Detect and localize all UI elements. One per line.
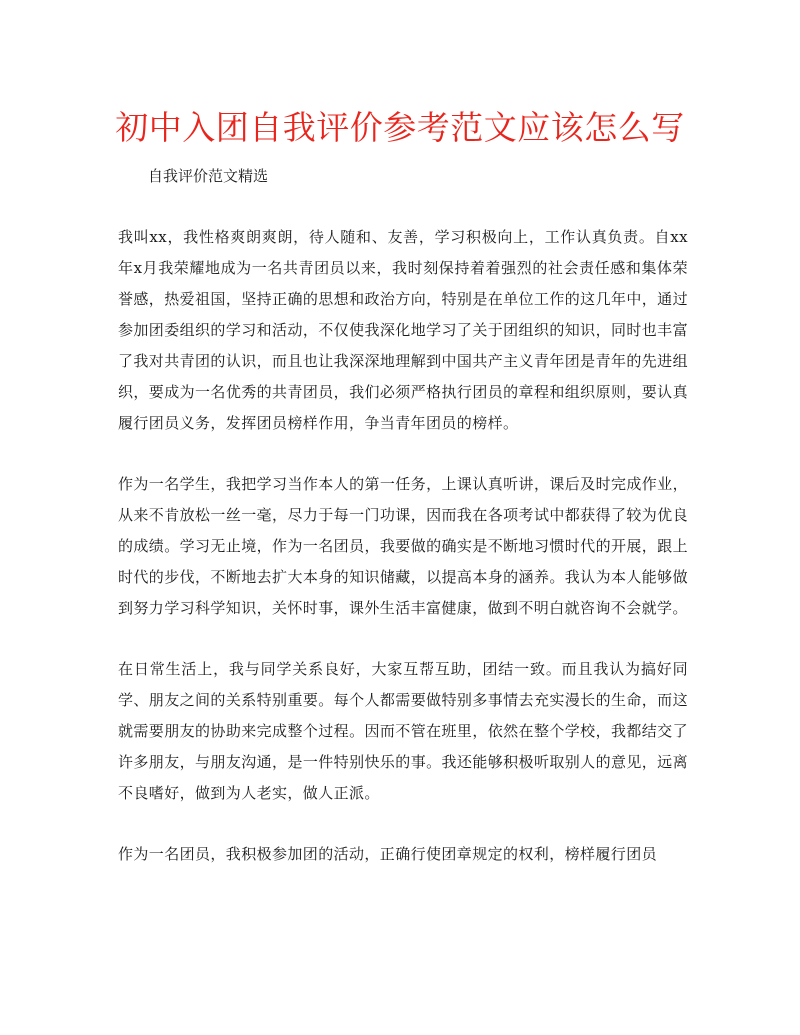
paragraph-4: 作为一名团员，我积极参加团的活动，正确行使团章规定的权利，榜样履行团员 [118,845,658,863]
paragraph-1: 我叫xx，我性格爽朗爽朗，待人随和、友善，学习积极向上，工作认真负责。自xx年x月我荣耀地成为一名共青团员以来，我时刻保持着着强烈的社会责任感和集体荣誉感，热爱祖国，坚持正确的思想和政治方向，特别是在单位工作的这几年中，通过参加团委组织的学习和活动，不仅使我深化地学习了关于团组织的知识，同时也丰富了我对共青团的认识，而且也让我深深地理解到中国共产主义青年团是青年的先进组织，要成为一名优秀的共青团员，我们必须严格执行团员的章程和组织原则，要认真履行团员义务，发挥团员榜样作用，争当青年团员的榜样。 [118,228,688,432]
paragraph-3: 在日常生活上，我与同学关系良好，大家互帮互助，团结一致。而且我认为搞好同学、朋友之间的关系特别重要。每个人都需要做特别多事情去充实漫长的生命，而这就需要朋友的协助来完成整个过程。因而不管在班里，依然在整个学校，我都结交了许多朋友，与朋友沟通，是一件特别快乐的事。我还能够积极听取别人的意见，远离不良嗜好，做到为人老实，做人正派。 [118,660,688,802]
page-title: 初中入团自我评价参考范文应该怎么写 [115,108,685,147]
document-body [118,222,688,900]
paragraph-2: 作为一名学生，我把学习当作本人的第一任务，上课认真听讲，课后及时完成作业，从来不肯放松一丝一毫，尽力于每一门功课，因而我在各项考试中都获得了较为优良的成绩。学习无止境，作为一名团员，我要做的确实是不断地习惯时代的开展，跟上时代的步伐，不断地去扩大本身的知识储藏，以提高本身的涵养。我认为本人能够做到努力学习科学知识，关怀时事，课外生活丰富健康，做到不明白就咨询不会就学。 [118,475,688,617]
page-subtitle: 自我评价范文精选 [148,167,269,185]
